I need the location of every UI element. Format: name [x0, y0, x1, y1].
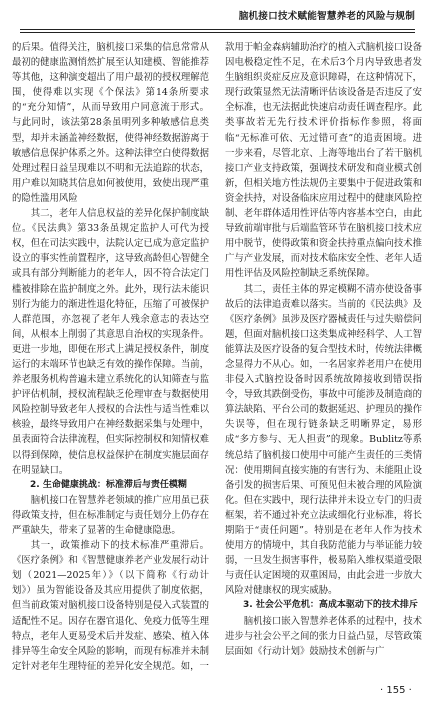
left-section-heading: 2. 生命健康挑战：标准滞后与责任模糊: [30, 479, 187, 490]
left-paragraph: 的后果。值得关注，脑机接口采集的信息常常从最初的健康监测悄然扩展至认知建模、智能推荐等其他，这种演变超出了用户最初的授权理解范围，使得难以实现《个保法》第14条所要求的“充分知情”，从而导致用户同意流于形式。与此同时，该法第28条虽明列多种敏感信息类型，却并未涵盖神经数据，使得神经数据游离于敏感信息保护体系之外。这种法律空白使得数据处理过程日益呈现难以不明和无法追踪的状态，用户难以知晓其信息如何被使用，致使出现严重的隐性滥用风险: [12, 42, 209, 204]
right-paragraph: 其二，责任主体的界定模糊不清亦使设备事故后的法律追责难以落实。当前的《民法典》及《医疗条例》虽涉及医疗器械责任与过失赔偿问题，但面对脑机接口这类集成神经科学、人工智能算法及医疗设备的复合型技术时，传统法律概念显得力不从心。如，一名居家养老用户在使用非侵入式脑控设备时因系统故障接收到错误指令，导致其跌倒受伤，事故中可能涉及制造商的算法缺陷、平台公司的数据延迟、护理员的操作失误等，但在现行链条缺乏明晰界定，易形成“多方参与、无人担责”的现象。Bublitz等系统总结了脑机接口使用中可能产生责任的三类情况：使用期间直接实施的有害行为、未能阻止设备引发的损害后果、可预见但未被合理的风险演化。但在实践中，现行法律并未设立专门的归责框架，若不通过补充立法或细化行业标准，将长期陷于“责任问题”。特别是在老年人作为技术使用方的情境中，其自我防范能力与举证能力较弱，一旦发生损害事件，极易陷入维权渠道受限与责任认定困境的双重困局，由此会进一步放大风险对健康权的现实威胁。: [225, 283, 422, 597]
page-number: · 155 ·: [380, 685, 412, 696]
header-rule-thick: [20, 29, 415, 30]
running-header: 脑机接口技术赋能智慧养老的风险与规制: [238, 11, 415, 22]
header-rule-thin: [20, 32, 415, 33]
left-paragraph: 脑机接口在智慧养老领域的推广应用虽已获得政策支持，但在标准制定与责任划分上仍存在严重缺失，带来了显著的生命健康隐患。: [12, 494, 209, 536]
right-section-heading: 3. 社会公平危机：高成本驱动下的技术排斥: [243, 600, 418, 611]
left-paragraph: 其二，老年人信息权益的差异化保护制度缺位。《民法典》第33条虽规定监护人可代为授权，但在司法实践中，法院认定已成为意定监护设立的事实性前置程序，这导致高龄但心智健全或具有部分判断能力的老年人，因不符合法定门槛被排除在监护制度之外。此外，现行法未能识别行为能力的渐进性退化特征，压缩了可被保护人群范围，亦忽视了老年人残余意志的表达空间，从根本上削弱了其意思自治权的实现条件。更进一步地，即便在形式上满足授权条件，制度运行的末端环节也缺乏有效的操作保障。当前，养老服务机构普遍未建立系统化的认知筛查与监护评估机制，授权流程缺乏伦理审查与数据使用风险控制导致老年人授权的合法性与适当性难以核验，最终导致用户在神经数据采集与处理中，虽表面符合法律流程，但实际控制权和知情权难以得到保障，使信息权益保护在制度实施层面存在明显缺口。: [12, 208, 209, 476]
left-column: [12, 40, 209, 674]
right-column: [225, 40, 422, 659]
right-paragraph: 款用于帕金森病辅助治疗的植入式脑机接口设备因电极稳定性不足，在术后3个月内导致患者发生脑组织炎症反应及意识障碍，在这种情况下，现行政策显然无法清晰评估该设备是否违反了安全标准，也无法据此快速启动责任调查程序。此类事故若无先行技术评价指标作参照，将面临“无标准可依、无过错可查”的追责困境。进一步来看，尽管北京、上海等地出台了若干脑机接口产业支持政策，强调技术研发和商业模式创新，但相关地方性法规仍主要集中于促进政策和资金扶持，对设备临床应用过程中的健康风险控制、老年群体适用性评估等内容基本空白，由此导致前端审批与后端监管环节在脑机接口技术应用中脱节，使得政策和资金扶持重点偏向技术推广与产业发展，而对技术临床安全性、老年人适用性评估及风险控制缺乏系统保障。: [225, 42, 422, 280]
left-paragraph: 其一，政策推动下的技术标准严重滞后。《医疗条例》和《智慧健康养老产业发展行动计划（2021—2025年）》（以下简称《行动计划》）虽为智能设备及其应用提供了制度依据，但当前政策对脑机接口设备特别是侵入式装置的适配性不足。因存在器官退化、免疫力低等生理特点，老年人更易受术后并发症、感染、植入体排异等生命安全风险的影响，而现有标准并未制定针对老年生理特征的差异化安全规范。如，一: [12, 540, 209, 672]
right-paragraph: 脑机接口嵌入智慧养老体系的过程中，技术进步与社会公平之间的张力日益凸显，尽管政策层面如《行动计划》鼓励技术创新与广: [225, 615, 422, 657]
